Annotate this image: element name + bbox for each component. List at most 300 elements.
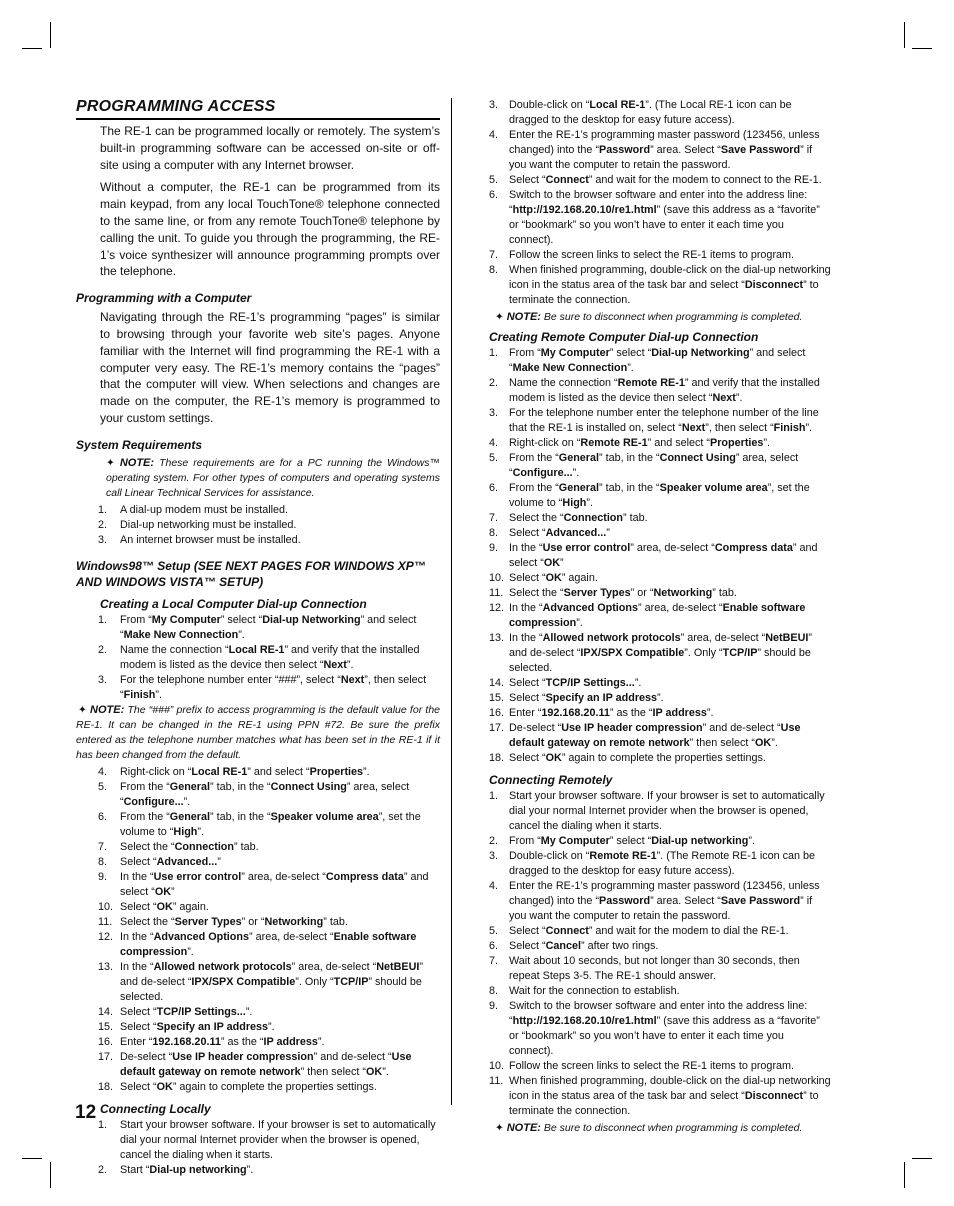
step-text: ”. [763, 437, 771, 449]
disconnect-note-remote: ✦ NOTE: Be sure to disconnect when programming is completed. [495, 1122, 803, 1134]
step-number: 1. [489, 790, 499, 802]
step-keyword: NetBEUI [765, 632, 809, 644]
list-item [489, 406, 831, 436]
step-text: Right-click on “ [509, 437, 581, 449]
step-keyword: NetBEUI [376, 960, 420, 973]
step-text: ”, set the volume to “ [120, 810, 421, 838]
step-number: 3. [98, 533, 108, 546]
step-keyword: Use default gateway on remote network [509, 722, 801, 749]
step-number: 16. [489, 707, 505, 719]
list-item [76, 1020, 440, 1035]
connecting-locally-steps-continued [489, 98, 831, 308]
step-text: ” or “ [241, 915, 265, 928]
step-keyword: Advanced... [545, 527, 607, 539]
step-text: ”. [706, 707, 714, 719]
computer-paragraph: Navigating through the RE-1’s programming “pages” is similar to browsing through your favorite web site’s pages. Anyone familiar with the Internet will find programming the RE-1 with a computer very easy. The RE-1’s memory contains the “pages” that the computer will view. When selections and changes are made on the computer, the RE-1’s memory is programmed to your custom settings. [100, 310, 440, 425]
step-keyword: OK [543, 557, 561, 569]
step-text: ”. [238, 628, 245, 641]
crop-mark [912, 1158, 932, 1159]
step-keyword: Remote RE-1 [589, 850, 657, 862]
step-number: 9. [489, 542, 499, 554]
step-number: 9. [489, 1000, 499, 1012]
step-text: ” tab. [323, 915, 348, 928]
step-number: 2. [98, 518, 108, 531]
step-text: ”. [317, 1035, 325, 1048]
step-keyword: Remote RE-1 [617, 377, 685, 389]
step-text: ” again to complete the properties settings. [561, 752, 766, 764]
step-keyword: Server Types [174, 915, 242, 928]
step-number: 13. [489, 632, 505, 644]
step-text: ” [560, 557, 564, 569]
step-text: When finished programming, double-click on the dial-up networking icon in the status area of the task bar and select “ [509, 264, 831, 291]
list-item [489, 924, 831, 939]
step-keyword: Next [323, 658, 347, 671]
step-keyword: Speaker volume area [270, 810, 379, 823]
step-keyword: 192.168.20.11 [152, 1035, 221, 1048]
system-requirements-note: ✦ NOTE: These requirements are for a PC running the Windows™ operating system. For other types of computers and operating systems call Linear Technical Services for assistance. [106, 456, 441, 499]
step-keyword: Enable software compression [509, 602, 806, 629]
step-keyword: Networking [264, 915, 324, 928]
step-keyword: OK [545, 752, 562, 764]
step-text: Select the “ [509, 512, 564, 524]
step-number: 14. [98, 1005, 114, 1018]
step-text: ” area, de-select “ [638, 602, 723, 614]
remote-connection-steps [489, 346, 831, 766]
step-keyword: Local RE-1 [228, 643, 285, 656]
step-text: ” area, de-select “ [249, 930, 334, 943]
step-text: Select “ [509, 527, 546, 539]
step-text: ” and de-select “ [702, 722, 781, 734]
step-text: In the “ [509, 542, 543, 554]
step-keyword: OK [366, 1065, 383, 1078]
list-item [489, 631, 831, 676]
step-text: ”. [363, 765, 370, 778]
step-text: ” and wait for the modem to dial the RE-1. [588, 925, 789, 937]
step-keyword: General [169, 780, 211, 793]
step-keyword: Use default gateway on remote network [120, 1050, 412, 1078]
step-keyword: High [562, 497, 587, 509]
step-text: ”. (The Remote RE-1 icon can be dragged to the desktop for easy future access). [509, 850, 816, 877]
step-text: ”. [197, 825, 205, 838]
system-requirements-list [76, 503, 440, 548]
list-item [489, 999, 831, 1059]
note-star-icon: ✦ [495, 1122, 504, 1134]
list-item [489, 128, 831, 173]
step-keyword: Configure... [512, 467, 573, 479]
crop-mark [50, 22, 51, 48]
step-keyword: Connection [563, 512, 624, 524]
list-item [489, 481, 831, 511]
step-text: When finished programming, double-click on the dial-up networking icon in the status area of the task bar and select “ [509, 1075, 831, 1102]
step-text: ” area, de-select “ [291, 960, 377, 973]
step-text: ” and select “ [509, 542, 818, 569]
step-number: 1. [98, 613, 108, 626]
step-text: Switch to the browser software and enter into the address line: “ [509, 1000, 808, 1027]
step-text: ” and select “ [120, 613, 417, 641]
step-text: From the “ [120, 780, 170, 793]
step-keyword: Next [681, 422, 706, 434]
step-text: From “ [509, 347, 541, 359]
step-keyword: Next [340, 673, 365, 686]
list-item [489, 751, 831, 766]
step-keyword: Disconnect [744, 279, 804, 291]
note-star-icon: ✦ [106, 456, 115, 469]
step-text: In the “ [509, 632, 543, 644]
step-keyword: Password [599, 895, 651, 907]
step-text: ” area, select “ [509, 452, 799, 479]
step-number: 6. [489, 189, 499, 201]
step-number: 5. [489, 174, 499, 186]
step-text: ” and select “ [509, 347, 806, 374]
step-keyword: Connect [545, 174, 589, 186]
step-number: 10. [489, 572, 505, 584]
step-text: In the “ [120, 930, 154, 943]
list-item [76, 503, 440, 518]
step-keyword: Local RE-1 [589, 99, 646, 111]
step-text: ”. [805, 422, 813, 434]
list-item [76, 1080, 440, 1095]
step-text: ”. (The Local RE-1 icon can be dragged to the desktop for easy future access). [509, 99, 792, 126]
step-text: Wait for the connection to establish. [509, 985, 680, 997]
left-column [76, 98, 440, 1178]
step-number: 3. [489, 407, 499, 419]
step-number: 8. [98, 855, 108, 868]
list-item [76, 1005, 440, 1020]
step-text: Select “ [509, 572, 546, 584]
step-keyword: Connect Using [659, 452, 736, 464]
step-text: Wait about 10 seconds, but not longer than 30 seconds, then repeat Steps 3-5. The RE-1 should answer. [509, 955, 800, 982]
step-text: Select “ [120, 855, 157, 868]
step-text: From the “ [509, 452, 559, 464]
step-number: 17. [98, 1050, 114, 1063]
step-text: Switch to the browser software and enter into the address line: “ [509, 189, 808, 216]
list-item [76, 960, 440, 1005]
step-keyword: Dial-up Networking [262, 613, 361, 626]
step-keyword: Next [712, 392, 736, 404]
step-text: From the “ [509, 482, 559, 494]
step-text: ” area, de-select “ [630, 542, 715, 554]
step-text: Select “ [120, 900, 157, 913]
step-keyword: 192.168.20.11 [541, 707, 610, 719]
step-keyword: OK [156, 900, 173, 913]
list-item [76, 900, 440, 915]
step-text: ” and verify that the installed modem is listed as the device then select “ [509, 377, 820, 404]
step-number: 14. [489, 677, 505, 689]
step-keyword: Disconnect [744, 1090, 804, 1102]
connecting-remotely-steps [489, 789, 831, 1119]
step-text: Select “ [509, 752, 546, 764]
step-number: 8. [489, 527, 499, 539]
step-text: ”. [627, 362, 634, 374]
intro-paragraph-2: Without a computer, the RE-1 can be programmed from its main keypad, from any local TouchTone® telephone connected to the same line, or from any remote TouchTone® telephone by calling the unit. To guide you through the programming, the RE-1’s voice synthesizer will announce programming prompts over the telephone. [100, 180, 440, 279]
step-number: 11. [489, 587, 504, 599]
step-text: A dial-up modem must be installed. [120, 503, 289, 516]
step-number: 2. [98, 643, 108, 656]
crop-mark [22, 48, 42, 49]
step-keyword: Finish [123, 688, 156, 701]
step-text: Select “ [509, 925, 546, 937]
step-number: 2. [98, 1163, 108, 1176]
list-item [489, 376, 831, 406]
step-keyword: Configure... [123, 795, 184, 808]
step-text: ” again. [561, 572, 598, 584]
list-item [489, 436, 831, 451]
step-keyword: Compress data [714, 542, 793, 554]
step-text: ” should be selected. [120, 975, 422, 1003]
step-keyword: High [173, 825, 198, 838]
step-number: 6. [489, 482, 499, 494]
step-text: Start your browser software. If your browser is set to automatically dial your normal Internet provider when the browser is opened, cancel the dialing when it starts. [120, 1118, 436, 1161]
step-text: ” again to complete the properties settings. [172, 1080, 377, 1093]
step-number: 10. [98, 900, 114, 913]
step-text: Enter “ [120, 1035, 153, 1048]
list-item [489, 1074, 831, 1119]
step-keyword: Allowed network protocols [542, 632, 681, 644]
list-item [489, 248, 831, 263]
step-text: ”. [245, 1005, 253, 1018]
step-text: Select “ [509, 692, 546, 704]
step-text: ” tab, in the “ [210, 810, 271, 823]
step-text: Follow the screen links to select the RE-1 items to program. [509, 249, 795, 261]
section-title: PROGRAMMING ACCESS [76, 98, 440, 120]
step-keyword: Use IP header compression [172, 1050, 314, 1063]
step-keyword: General [169, 810, 211, 823]
list-item [76, 643, 440, 673]
step-number: 1. [98, 1118, 108, 1131]
step-keyword: My Computer [540, 347, 610, 359]
connecting-locally-steps [76, 1118, 440, 1178]
step-number: 4. [98, 765, 108, 778]
step-text: Start “ [120, 1163, 150, 1176]
list-item [76, 1118, 440, 1163]
step-text: ” select “ [609, 835, 652, 847]
list-item [489, 173, 831, 188]
step-text: ” and select “ [247, 765, 310, 778]
step-number: 11. [489, 1075, 504, 1087]
step-text: In the “ [509, 602, 543, 614]
step-text: Double-click on “ [509, 850, 590, 862]
step-keyword: Dial-up networking [149, 1163, 247, 1176]
step-keyword: TCP/IP Settings... [156, 1005, 246, 1018]
step-number: 12. [489, 602, 505, 614]
step-text: ” area, de-select “ [680, 632, 766, 644]
step-keyword: General [558, 482, 600, 494]
step-text: ” area. Select “ [650, 895, 721, 907]
step-keyword: Use IP header compression [561, 722, 703, 734]
step-number: 4. [489, 437, 499, 449]
step-number: 15. [489, 692, 505, 704]
step-keyword: My Computer [540, 835, 610, 847]
step-number: 5. [489, 452, 499, 464]
list-item [489, 263, 831, 308]
step-text: ”. [155, 688, 163, 701]
step-keyword: Properties [710, 437, 764, 449]
list-item [489, 511, 831, 526]
connecting-remotely-heading: Connecting Remotely [489, 773, 613, 787]
step-number: 4. [489, 880, 499, 892]
step-keyword: Save Password [720, 895, 801, 907]
step-text: Right-click on “ [120, 765, 192, 778]
step-keyword: http://192.168.20.10/re1.html [512, 204, 657, 216]
step-text: ” after two rings. [581, 940, 659, 952]
step-text: Double-click on “ [509, 99, 590, 111]
step-number: 7. [489, 955, 499, 967]
step-text: From “ [509, 835, 541, 847]
step-text: ”. [771, 737, 778, 749]
step-number: 13. [98, 960, 114, 973]
list-item [489, 586, 831, 601]
list-item [76, 930, 440, 960]
step-keyword: Connect Using [270, 780, 347, 793]
step-text: ” select “ [609, 347, 652, 359]
step-text: ” area. Select “ [650, 144, 721, 156]
step-text: ” as the “ [220, 1035, 264, 1048]
step-text: ” tab, in the “ [210, 780, 271, 793]
crop-mark [912, 48, 932, 49]
list-item [489, 834, 831, 849]
step-text: ”. [268, 1020, 275, 1033]
step-text: ”. [187, 945, 194, 958]
step-keyword: Connection [174, 840, 235, 853]
step-text: ” tab. [234, 840, 259, 853]
step-keyword: Finish [773, 422, 806, 434]
step-number: 4. [489, 129, 499, 141]
step-keyword: Properties [309, 765, 364, 778]
step-text: Select the “ [509, 587, 564, 599]
step-keyword: General [558, 452, 600, 464]
step-text: ” [217, 855, 221, 868]
step-text: ” (save this address as a “favorite” or “bookmark” so you won’t have to enter it each time you connect). [509, 204, 820, 246]
step-keyword: TCP/IP [722, 647, 758, 659]
step-text: For the telephone number enter “###”, select “ [120, 673, 341, 686]
step-text: In the “ [120, 960, 154, 973]
step-text: ”. [634, 677, 642, 689]
step-text: ”, then select “ [120, 673, 427, 701]
step-number: 7. [489, 512, 499, 524]
step-text: Dial-up networking must be installed. [120, 518, 297, 531]
step-number: 8. [489, 264, 499, 276]
intro-paragraph-1: The RE-1 can be programmed locally or remotely. The system’s built-in programming software can be accessed on-site or off-site using a computer with any Internet browser. [100, 124, 440, 172]
step-text: ”. Only “ [295, 975, 334, 988]
step-text: ”. [657, 692, 664, 704]
list-item [489, 1059, 831, 1074]
step-keyword: Advanced Options [153, 930, 249, 943]
step-text: Enter “ [509, 707, 542, 719]
list-item [489, 691, 831, 706]
step-text: ” and select “ [120, 870, 429, 898]
step-number: 2. [489, 835, 499, 847]
step-keyword: Advanced Options [542, 602, 638, 614]
step-text: Follow the screen links to select the RE-1 items to program. [509, 1060, 795, 1072]
crop-mark [904, 1162, 905, 1188]
list-item [76, 1050, 440, 1080]
step-text: ” and de-select “ [509, 632, 813, 659]
step-text: ” [606, 527, 610, 539]
step-keyword: Dial-up networking [651, 835, 749, 847]
list-item [489, 879, 831, 924]
step-text: An internet browser must be installed. [120, 533, 301, 546]
list-item [76, 840, 440, 855]
list-item [76, 518, 440, 533]
list-item [76, 855, 440, 870]
local-connection-steps [76, 613, 440, 703]
step-number: 16. [98, 1035, 114, 1048]
list-item [76, 810, 440, 840]
step-text: ”. [382, 1065, 389, 1078]
step-keyword: Specify an IP address [545, 692, 658, 704]
step-keyword: Connect [545, 925, 589, 937]
list-item [489, 676, 831, 691]
step-number: 6. [489, 940, 499, 952]
step-number: 8. [489, 985, 499, 997]
step-text: ”. [572, 467, 580, 479]
step-text: De-select “ [120, 1050, 173, 1063]
step-text: ” again. [172, 900, 209, 913]
step-keyword: OK [755, 737, 772, 749]
windows98-heading: Windows98™ Setup (SEE NEXT PAGES FOR WINDOWS XP™ AND WINDOWS VISTA™ SETUP) [76, 558, 426, 589]
step-keyword: Cancel [545, 940, 582, 952]
step-text: Enter the RE-1’s programming master password (123456, unless changed) into the “ [509, 129, 820, 156]
list-item [76, 1163, 440, 1178]
step-keyword: Dial-up Networking [651, 347, 750, 359]
step-text: ” tab. [623, 512, 648, 524]
list-item [76, 780, 440, 810]
step-number: 10. [489, 1060, 505, 1072]
step-text: ”. [183, 795, 191, 808]
step-text: ”, then select “ [705, 422, 774, 434]
step-keyword: TCP/IP [333, 975, 369, 988]
local-connection-note: ✦ NOTE: The “###” prefix to access programming is the default value for the RE-1. It can be changed in the RE-1 using PPN #72. Be sure the prefix entered as the telephone number matches what has been set in the RE-1 if it has been changed from the default. [76, 703, 440, 761]
step-keyword: http://192.168.20.10/re1.html [512, 1015, 657, 1027]
crop-mark [22, 1158, 42, 1159]
step-text: ”. [748, 835, 755, 847]
step-keyword: Enable software compression [120, 930, 417, 958]
step-text: ” to terminate the connection. [509, 1090, 819, 1117]
note-star-icon: ✦ [78, 703, 87, 716]
list-item [76, 533, 440, 548]
step-text: ” tab. [712, 587, 737, 599]
step-keyword: Allowed network protocols [153, 960, 292, 973]
list-item [489, 98, 831, 128]
step-text: Start your browser software. If your browser is set to automatically dial your normal Internet provider when the browser is opened, cancel the dialing when it starts. [509, 790, 825, 832]
step-number: 6. [98, 810, 108, 823]
step-text: ”. [246, 1163, 254, 1176]
list-item [489, 849, 831, 879]
step-number: 3. [489, 850, 499, 862]
step-text: ” then select “ [689, 737, 756, 749]
step-number: 7. [489, 249, 499, 261]
step-text: ” select “ [220, 613, 263, 626]
list-item [489, 346, 831, 376]
step-number: 1. [489, 347, 499, 359]
step-number: 17. [489, 722, 505, 734]
list-item [489, 188, 831, 248]
step-text: ” to terminate the connection. [509, 279, 819, 306]
step-text: ” [171, 885, 175, 898]
step-keyword: Use error control [153, 870, 242, 883]
step-keyword: IP address [652, 707, 707, 719]
step-number: 2. [489, 377, 499, 389]
list-item [489, 954, 831, 984]
disconnect-note: ✦ NOTE: Be sure to disconnect when programming is completed. [495, 311, 803, 323]
step-number: 3. [489, 99, 499, 111]
step-text: From “ [120, 613, 152, 626]
step-text: ” if you want the computer to retain the password. [509, 144, 813, 171]
step-text: ” then select “ [300, 1065, 367, 1078]
step-keyword: Specify an IP address [156, 1020, 269, 1033]
step-text: ” or “ [630, 587, 654, 599]
step-keyword: OK [545, 572, 562, 584]
